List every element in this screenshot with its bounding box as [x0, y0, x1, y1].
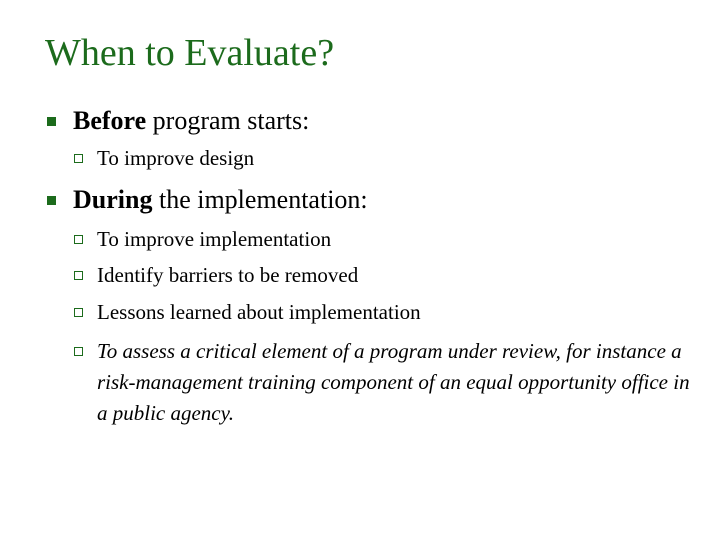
- hollow-square-bullet-icon: [74, 235, 83, 244]
- section-heading-text: program starts:: [146, 106, 310, 135]
- hollow-square-bullet-icon: [74, 347, 83, 356]
- slide-title: When to Evaluate?: [45, 32, 335, 74]
- list-item: To improve design: [97, 146, 255, 170]
- section-heading-keyword: Before: [73, 106, 147, 135]
- section-heading-text: the implementation:: [152, 185, 368, 214]
- filled-square-bullet-icon: [47, 196, 56, 205]
- hollow-square-bullet-icon: [74, 271, 83, 280]
- list-item: To assess a critical element of a program under review, for instance a risk-management training component of an equal opportunity office in a public agency.: [97, 339, 690, 425]
- section-heading-before: [73, 105, 309, 137]
- list-item: To improve implementation: [97, 227, 332, 251]
- list-item: Identify barriers to be removed: [97, 263, 359, 287]
- filled-square-bullet-icon: [47, 117, 56, 126]
- section-heading-during: [73, 184, 368, 216]
- hollow-square-bullet-icon: [74, 308, 83, 317]
- section-heading-keyword: During: [73, 185, 153, 214]
- hollow-square-bullet-icon: [74, 154, 83, 163]
- list-item: Lessons learned about implementation: [97, 300, 421, 324]
